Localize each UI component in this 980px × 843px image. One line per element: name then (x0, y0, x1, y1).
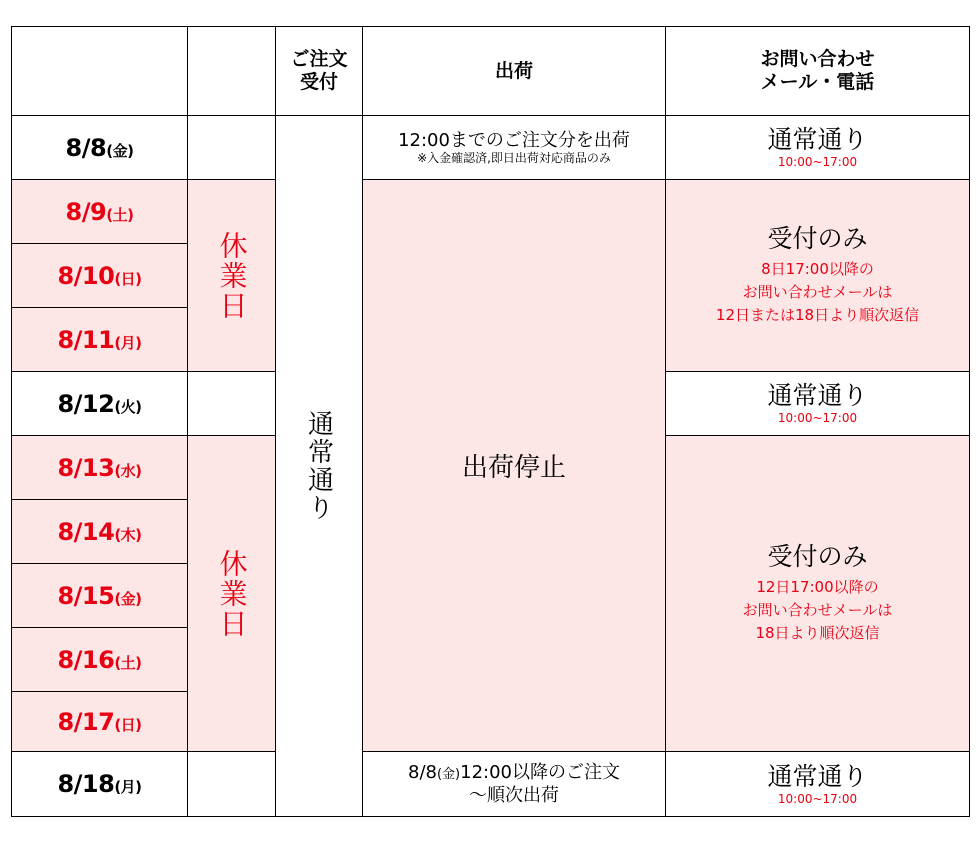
shipping-subnote: ※入金確認済,即日出荷対応商品のみ (417, 150, 611, 165)
header-date (11, 26, 187, 115)
holiday-empty-cell (187, 115, 275, 179)
contact-note: お問い合わせメールは (742, 283, 893, 301)
date-cell: 8/18(月) (11, 751, 187, 816)
date-cell: 8/9(土) (11, 179, 187, 243)
contact-hours: 10:00~17:00 (777, 411, 858, 425)
holiday-label: 休業日 (215, 548, 249, 639)
order-status: 通常通り (303, 410, 334, 522)
date-cell: 8/17(日) (11, 691, 187, 751)
date-cell: 8/11(月) (11, 307, 187, 371)
contact-note: 18日より順次返信 (755, 624, 880, 642)
contact-cell (665, 115, 969, 179)
header-contact: お問い合わせ メール・電話 (665, 26, 969, 115)
holiday-empty-cell (187, 371, 275, 435)
header-holiday (187, 26, 275, 115)
shipping-stop-cell (362, 179, 665, 751)
contact-status: 受付のみ (767, 224, 868, 253)
date-cell: 8/12(火) (11, 371, 187, 435)
contact-cell (665, 751, 969, 816)
date-cell: 8/13(水) (11, 435, 187, 499)
shipping-cell (362, 115, 665, 179)
header-order: ご注文 受付 (275, 26, 362, 115)
order-cell (275, 115, 362, 816)
date-cell: 8/15(金) (11, 563, 187, 627)
date-cell: 8/8(金) (11, 115, 187, 179)
contact-note: お問い合わせメールは (742, 601, 893, 619)
contact-status: 通常通り (767, 125, 868, 154)
date-cell: 8/10(日) (11, 243, 187, 307)
contact-status: 受付のみ (767, 542, 868, 571)
contact-cell (665, 435, 969, 751)
contact-cell (665, 371, 969, 435)
date-cell: 8/14(木) (11, 499, 187, 563)
shipping-cell (362, 751, 665, 816)
holiday-cell (187, 435, 275, 751)
shipping-stop-label: 出荷停止 (461, 453, 566, 483)
holiday-cell (187, 179, 275, 371)
holiday-label: 休業日 (215, 230, 249, 321)
contact-status: 通常通り (767, 761, 868, 791)
shipping-note: 12:00までのご注文分を出荷 (398, 129, 630, 151)
contact-hours: 10:00~17:00 (777, 791, 858, 806)
holiday-empty-cell (187, 751, 275, 816)
contact-note: 12日または18日より順次返信 (715, 306, 920, 324)
contact-note: 8日17:00以降の (761, 260, 874, 278)
contact-hours: 10:00~17:00 (777, 155, 858, 169)
shipping-resume-line2: 〜順次出荷 (469, 785, 559, 806)
shipping-resume-line1: 8/8(金)12:00以降のご注文 (408, 762, 620, 783)
date-cell: 8/16(土) (11, 627, 187, 691)
schedule-table (11, 26, 970, 817)
header-shipping: 出荷 (362, 26, 665, 115)
contact-note: 12日17:00以降の (756, 578, 879, 596)
contact-status: 通常通り (767, 381, 868, 410)
contact-cell (665, 179, 969, 371)
